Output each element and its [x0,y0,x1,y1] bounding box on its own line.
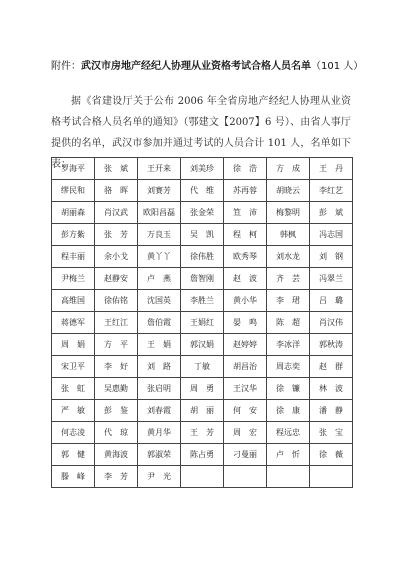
name-cell [310,466,353,488]
name-cell: 蒋德军 [52,312,95,334]
name-cell: 陈占勇 [181,444,224,466]
name-cell: 赵婷婷 [224,334,267,356]
name-cell: 林 波 [310,378,353,400]
name-cell: 徐佑铭 [95,290,138,312]
name-cell: 尹 光 [138,466,181,488]
name-cell [267,466,310,488]
name-cell: 程丰丽 [52,246,95,268]
name-cell: 尹梅兰 [52,268,95,290]
name-cell: 吕 璐 [310,290,353,312]
name-cell: 王开来 [138,158,181,180]
name-cell: 欧阳昌磊 [138,202,181,224]
name-cell: 张 宝 [310,422,353,444]
name-cell: 欧秀琴 [224,246,267,268]
table-row [52,180,353,202]
name-cell: 代 维 [181,180,224,202]
name-cell [224,466,267,488]
qualified-names-table [51,157,353,488]
name-cell: 何志凌 [52,422,95,444]
name-cell: 徐 薇 [310,444,353,466]
table-row [52,224,353,246]
name-cell: 陈 超 [267,312,310,334]
table-row [52,422,353,444]
name-cell: 赵 波 [224,268,267,290]
name-cell: 胡晓云 [267,180,310,202]
name-cell: 周 宏 [224,422,267,444]
name-cell: 张 芳 [95,224,138,246]
name-cell: 彭 鉴 [95,400,138,422]
name-cell: 胡丽森 [52,202,95,224]
name-cell: 梅黎明 [267,202,310,224]
name-cell: 罗海平 [52,158,95,180]
name-cell: 卢 燕 [138,268,181,290]
name-cell: 王娟红 [181,312,224,334]
name-cell: 冯翠兰 [310,268,353,290]
name-cell: 王 芳 [181,422,224,444]
name-cell: 王汉华 [224,378,267,400]
name-cell: 笪 沛 [224,202,267,224]
name-cell: 徐 浩 [224,158,267,180]
name-cell: 王 丹 [310,158,353,180]
name-cell: 黄小华 [224,290,267,312]
name-cell: 李胜兰 [181,290,224,312]
name-cell: 骆 晖 [95,180,138,202]
name-cell: 周 勇 [181,378,224,400]
name-cell: 张金荣 [181,202,224,224]
name-cell: 赵静安 [95,268,138,290]
name-cell: 程远忠 [267,422,310,444]
name-cell: 詹伯霞 [138,312,181,334]
name-cell: 王 娟 [138,334,181,356]
name-cell: 潘 静 [310,400,353,422]
name-cell: 方 成 [267,158,310,180]
name-cell: 徐伟胜 [181,246,224,268]
table-row [52,312,353,334]
people-count: （101 人） [311,61,364,72]
name-cell: 肖汉伟 [310,312,353,334]
name-cell: 胡昌治 [224,356,267,378]
name-cell: 吴惠勤 [95,378,138,400]
name-cell: 程 柯 [224,224,267,246]
document-heading [51,60,363,74]
name-cell: 郭汉娟 [181,334,224,356]
name-cell: 宋卫平 [52,356,95,378]
name-cell: 方 平 [95,334,138,356]
name-cell: 刁曼丽 [224,444,267,466]
name-cell: 刘春霞 [138,400,181,422]
document-title: 武汉市房地产经纪人协理从业资格考试合格人员名单 [81,61,311,72]
name-cell: 李冰洋 [267,334,310,356]
name-cell: 刘水龙 [267,246,310,268]
name-cell: 卢 忻 [267,444,310,466]
name-cell: 李 珺 [267,290,310,312]
table-row [52,334,353,356]
name-cell: 晏 鸣 [224,312,267,334]
name-cell [181,466,224,488]
name-cell: 丁敏 [181,356,224,378]
name-cell: 刘赛芳 [138,180,181,202]
name-cell: 王红江 [95,312,138,334]
name-cell: 赵 群 [310,356,353,378]
name-cell: 刘 路 [138,356,181,378]
name-cell: 胡 丽 [181,400,224,422]
name-cell: 余小戈 [95,246,138,268]
attachment-label: 附件： [51,61,81,72]
name-cell: 周 娟 [52,334,95,356]
table-row [52,202,353,224]
name-cell: 郭淑荣 [138,444,181,466]
name-cell: 苏再蓉 [224,180,267,202]
name-cell: 肖汉武 [95,202,138,224]
name-cell: 彭 斌 [310,202,353,224]
name-cell: 詹智刚 [181,268,224,290]
name-cell: 徐 康 [267,400,310,422]
name-cell: 代 琼 [95,422,138,444]
name-cell: 吴 凯 [181,224,224,246]
table-row [52,290,353,312]
table-row [52,400,353,422]
name-cell: 郭秋涛 [310,334,353,356]
name-cell: 黄海波 [95,444,138,466]
name-cell: 李红艺 [310,180,353,202]
name-cell: 滕 峰 [52,466,95,488]
table-row [52,444,353,466]
name-cell: 何 安 [224,400,267,422]
name-cell: 严 敏 [52,400,95,422]
name-cell: 周志奕 [267,356,310,378]
table-row [52,378,353,400]
table-row [52,356,353,378]
name-cell: 李 芳 [95,466,138,488]
name-cell: 李 好 [95,356,138,378]
table-row [52,268,353,290]
name-cell: 彭方紫 [52,224,95,246]
name-cell: 高维国 [52,290,95,312]
name-cell: 黄丫丫 [138,246,181,268]
intro-text: 据《省建设厅关于公布 2006 年全省房地产经纪人协理从业资格考试合格人员名单的通知》（鄂建文【2007】6 号）、由省人事厅提供的名单，武汉市参加并通过考试的人员合计 101 人，名单如下表： [51,96,351,170]
name-cell: 齐 芸 [267,268,310,290]
name-cell: 韩枫 [267,224,310,246]
name-cell: 张启明 [138,378,181,400]
names-table-body [52,158,353,488]
name-cell: 徐 镰 [267,378,310,400]
table-row [52,158,353,180]
table-row [52,246,353,268]
name-cell: 郭 健 [52,444,95,466]
table-row [52,466,353,488]
name-cell: 万良玉 [138,224,181,246]
name-cell: 张 斌 [95,158,138,180]
name-cell: 刘美珍 [181,158,224,180]
name-cell: 缪民和 [52,180,95,202]
name-cell: 张 虹 [52,378,95,400]
name-cell: 黄月华 [138,422,181,444]
name-cell: 刘 钢 [310,246,353,268]
name-cell: 冯志国 [310,224,353,246]
name-cell: 沈国英 [138,290,181,312]
